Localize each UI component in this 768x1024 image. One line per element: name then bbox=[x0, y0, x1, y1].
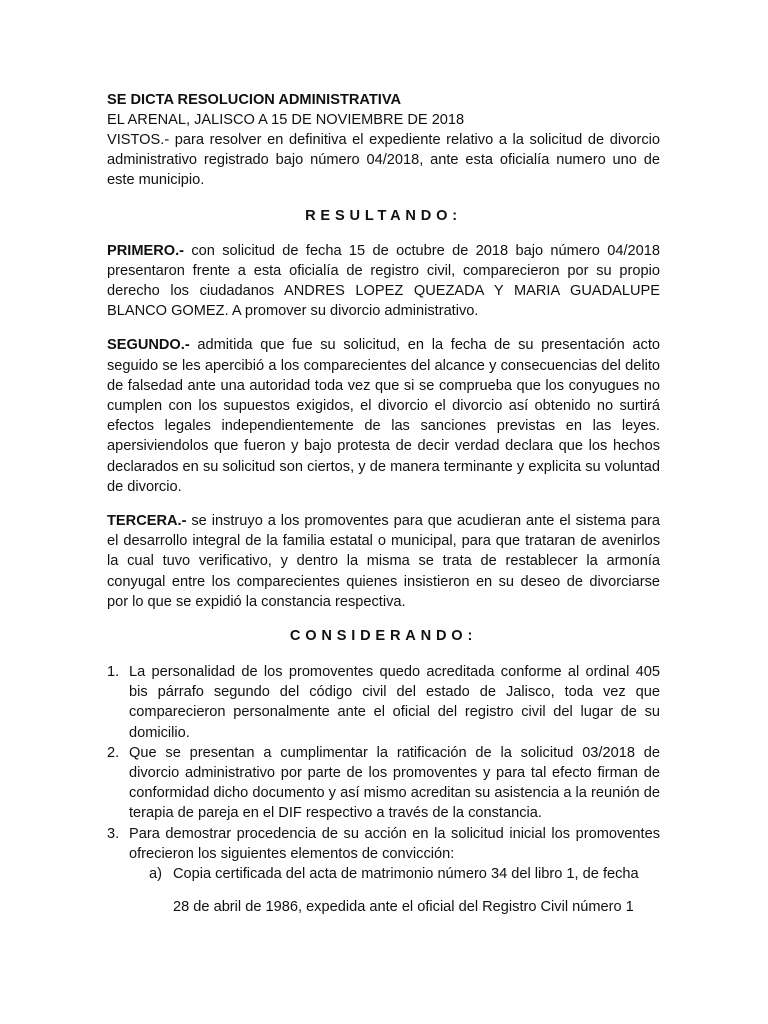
tercera-paragraph bbox=[107, 511, 660, 612]
tercera-lead: TERCERA.- bbox=[107, 513, 187, 530]
segundo-lead: SEGUNDO.- bbox=[107, 337, 190, 354]
sublist-item bbox=[107, 864, 660, 884]
segundo-text: admitida que fue su solicitud, en la fecha de su presentación acto seguido se les apercibió a los comparecientes del alcance y consecuencias del delito de falsedad ante una autoridad toda vez que si se comprueba que los conyugues no cumplen con los supuestos exigidos, el divorcio el divorcio así obtenido no surtirá efectos legales independientemente de las sanciones previstas en las leyes. apersiviendolos que fueron y bajo protesta de decir verdad declara que los hechos declarados en su solicitud son ciertos, y de manera terminante y explicita su voluntad de divorcio. bbox=[107, 337, 660, 495]
list-item bbox=[107, 662, 660, 743]
document-page bbox=[107, 90, 660, 932]
considerando-heading: CONSIDERANDO: bbox=[289, 628, 478, 645]
list-item-text: Que se presentan a cumplimentar la ratificación de la solicitud 03/2018 de divorcio administrativo por parte de los promoventes y para tal efecto firman de conformidad dicho documento y así mismo acreditan su asistencia a la reunión de terapia de pareja en el DIF respectivo a través de la constancia. bbox=[129, 744, 660, 822]
list-item bbox=[107, 743, 660, 824]
resultando-heading: RESULTANDO: bbox=[305, 207, 462, 224]
tercera-text: se instruyo a los promoventes para que acudieran ante el sistema para el desarrollo integral de la familia estatal o municipal, para que trataran de avenirlos la cual tuvo verificativo, y dentro la misma se trata de restablecer la armonía conyugal entre los comparecientes quienes insistieron en su deseo de divorciarse por lo que se expidió la constancia respectiva. bbox=[107, 513, 660, 610]
list-item bbox=[107, 824, 660, 864]
list-item-number: 1. bbox=[107, 664, 120, 681]
primero-lead: PRIMERO.- bbox=[107, 242, 185, 259]
list-item-text: Para demostrar procedencia de su acción en la solicitud inicial los promoventes ofrecieron los siguientes elementos de convicción: bbox=[129, 825, 660, 862]
list-item-text: La personalidad de los promoventes quedo acreditada conforme al ordinal 405 bis párrafo segundo del código civil del estado de Jalisco, toda vez que comparecieron personalmente ante el oficial del registro civil del lugar de su domicilio. bbox=[129, 664, 660, 741]
sublist-item-letter: a) bbox=[149, 866, 162, 883]
sublist-item-continuation: 28 de abril de 1986, expedida ante el oficial del Registro Civil número 1 bbox=[173, 899, 634, 916]
list-item-number: 3. bbox=[107, 825, 120, 842]
evidence-sublist bbox=[107, 864, 660, 884]
primero-paragraph bbox=[107, 241, 660, 322]
sublist-item-text: Copia certificada del acta de matrimonio número 34 del libro 1, de fecha bbox=[173, 866, 639, 883]
document-title: SE DICTA RESOLUCION ADMINISTRATIVA bbox=[107, 92, 402, 108]
primero-text: con solicitud de fecha 15 de octubre de 2018 bajo número 04/2018 presentaron frente a esta oficialía de registro civil, comparecieron por su propio derecho los ciudadanos ANDRES LOPEZ QUEZADA Y MARIA GUADALUPE BLANCO GOMEZ. A promover su divorcio administrativo. bbox=[107, 242, 660, 320]
vistos-paragraph: VISTOS.- para resolver en definitiva el expediente relativo a la solicitud de divorcio administrativo registrado bajo número 04/2018, ante esta oficialía numero uno de este municipio. bbox=[107, 132, 660, 189]
list-item-number: 2. bbox=[107, 744, 120, 761]
place-date: EL ARENAL, JALISCO A 15 DE NOVIEMBRE DE 2018 bbox=[107, 112, 465, 128]
considerando-list bbox=[107, 662, 660, 864]
segundo-paragraph bbox=[107, 335, 660, 497]
